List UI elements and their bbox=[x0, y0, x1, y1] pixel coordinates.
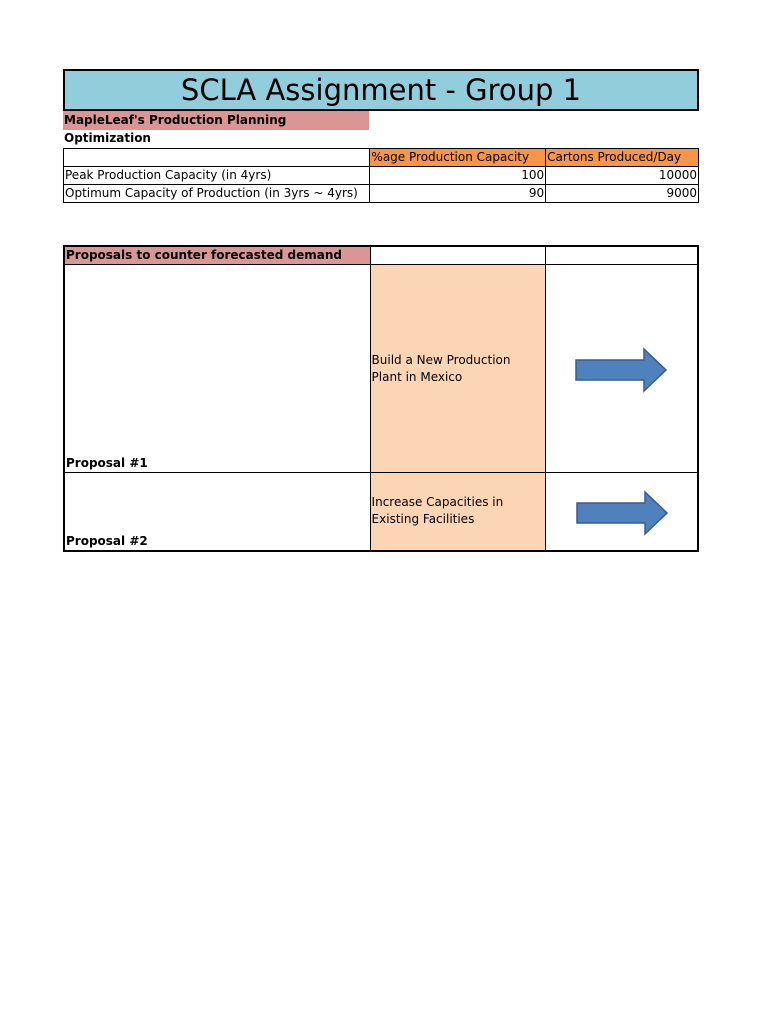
header-cell-cartons[interactable]: Cartons Produced/Day bbox=[546, 149, 699, 167]
capacity-table bbox=[63, 148, 699, 203]
empty-cell[interactable] bbox=[546, 246, 698, 265]
row-label-cell[interactable]: Peak Production Capacity (in 4yrs) bbox=[64, 167, 370, 185]
table-row bbox=[64, 185, 699, 203]
right-arrow-icon[interactable] bbox=[575, 490, 669, 536]
right-arrow-icon[interactable] bbox=[574, 347, 668, 393]
cartons-cell[interactable]: 10000 bbox=[546, 167, 699, 185]
right-arrow-shape bbox=[577, 492, 667, 534]
sheet-title: SCLA Assignment - Group 1 bbox=[63, 69, 699, 111]
cartons-cell[interactable]: 9000 bbox=[546, 185, 699, 203]
proposals-header-row bbox=[64, 246, 698, 265]
proposal-label-cell[interactable]: Proposal #1 bbox=[64, 265, 370, 473]
sheet-subtitle: MapleLeaf's Production Planning Optimization bbox=[63, 111, 369, 130]
proposal-description-cell[interactable]: Increase Capacities in Existing Facilities bbox=[370, 473, 546, 551]
header-cell-empty[interactable] bbox=[64, 149, 370, 167]
pct-cell[interactable]: 100 bbox=[370, 167, 546, 185]
right-arrow-shape bbox=[576, 349, 666, 391]
proposal-label-cell[interactable]: Proposal #2 bbox=[64, 473, 370, 551]
proposal-description-cell[interactable]: Build a New Production Plant in Mexico bbox=[370, 265, 546, 473]
header-cell-pct[interactable]: %age Production Capacity bbox=[370, 149, 546, 167]
table-row bbox=[64, 167, 699, 185]
table-header-row bbox=[64, 149, 699, 167]
row-label-cell[interactable]: Optimum Capacity of Production (in 3yrs ~ 4yrs) bbox=[64, 185, 370, 203]
empty-cell[interactable] bbox=[370, 246, 546, 265]
proposals-heading-cell[interactable]: Proposals to counter forecasted demand bbox=[64, 246, 370, 265]
pct-cell[interactable]: 90 bbox=[370, 185, 546, 203]
